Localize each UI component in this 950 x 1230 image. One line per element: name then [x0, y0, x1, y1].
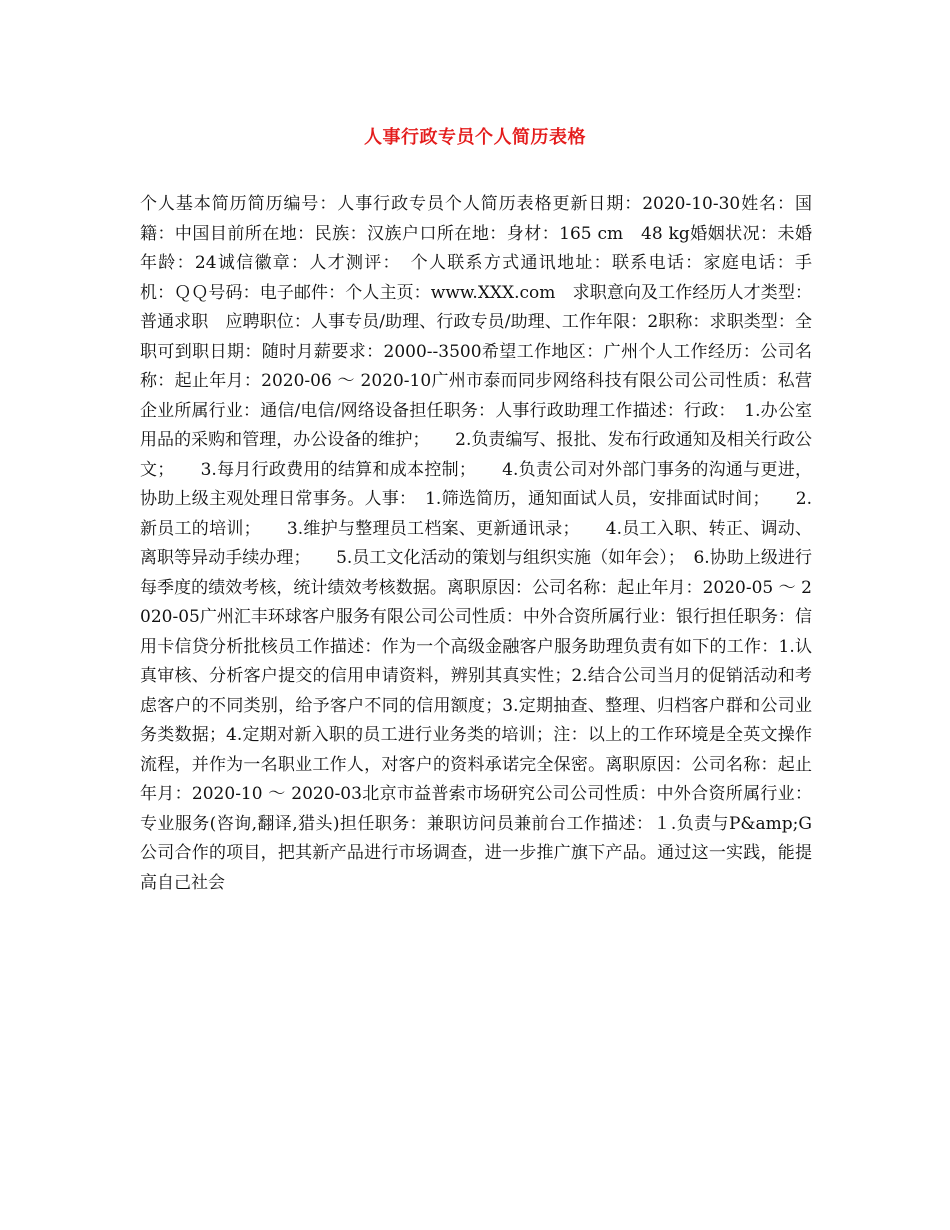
document-title: 人事行政专员个人简历表格: [364, 127, 586, 148]
resume-body-text: 个人基本简历简历编号：人事行政专员个人简历表格更新日期：2020-10-30姓名：国籍：中国目前所在地：民族：汉族户口所在地：身材：165 cm 48 kg婚姻状况：未婚年龄：24诚信徽章：人才测评： 个人联系方式通讯地址：联系电话：家庭电话：手 机：ＱＱ号码：电子邮件：个人主页：www.XXX.com 求职意向及工作经历人才类型：普通求职 应聘职位：人事专员/助理、行政专员/助理、工作年限：2职称：求职类型：全职可到职日期：随时月薪要求：2000--3500希望工作地区：广州个人工作经历：公司名称：起止年月：2020-06 ～ 2020-10广州市泰而同步网络科技有限公司公司性质：私营企业所属行业：通信/电信/网络设备担任职务：人事行政助理工作描述：行政： 1.办公室用品的采购和管理，办公设备的维护； 2.负责编写、报批、发布行政通知及相关行政公文； 3.每月行政费用的结算和成本控制； 4.负责公司对外部门事务的沟通与更进，协助上级主观处理日常事务。人事： 1.筛选简历，通知面试人员，安排面试时间； 2.新员工的培训； 3.维护与整理员工档案、更新通讯录； 4.员工入职、转正、调动、离职等异动手续办理； 5.员工文化活动的策划与组织实施（如年会）； 6.协助上级进行每季度的绩效考核，统计绩效考核数据。离职原因：公司名称：起止年月：2020-05 ～ 2020-05广州汇丰环球客户服务有限公司公司性质：中外合资所属行业：银行担任职务：信用卡信贷分析批核员工作描述：作为一个高级金融客户服务助理负责有如下的工作：1.认真审核、分析客户提交的信用申请资料，辨别其真实性；2.结合公司当月的促销活动和考虑客户的不同类别，给予客户不同的信用额度；3.定期抽查、整理、归档客户群和公司业务类数据；4.定期对新入职的员工进行业务类的培训；注：以上的工作环境是全英文操作流程，并作为一名职业工作人，对客户的资料承诺完全保密。离职原因：公司名称：起止年月：2020-10 ～ 2020-03北京市益普索市场研究公司公司性质：中外合资所属行业：专业服务(咨询,翻译,猎头)担任职务：兼职访问员兼前台工作描述：１.负责与P&amp;G公司合作的项目，把其新产品进行市场调查，进一步推广旗下产品。通过这一实践，能提高自己社会: [140, 194, 846, 893]
